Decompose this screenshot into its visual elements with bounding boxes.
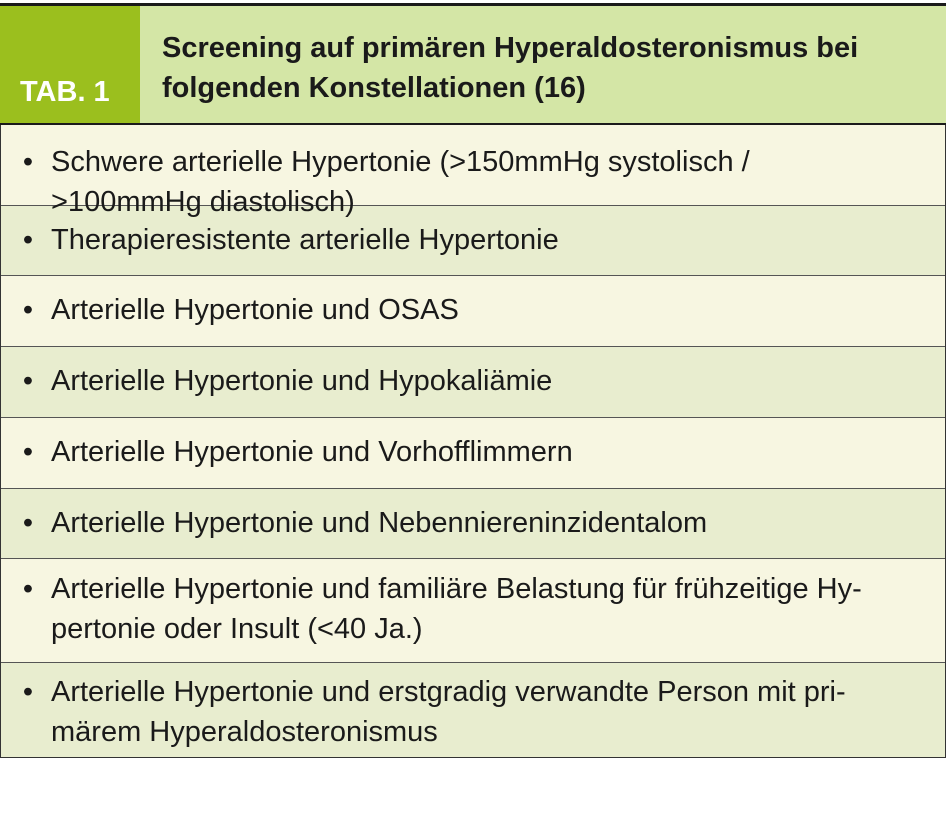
table-row (1, 125, 945, 218)
table-row (1, 275, 945, 346)
bullet-icon: • (22, 294, 34, 326)
table-row (1, 346, 945, 417)
row-text: Arterielle Hypertonie und OSAS (51, 294, 459, 326)
table-row (1, 662, 945, 757)
table-row (1, 417, 945, 488)
row-text: Schwere arterielle Hypertonie (>150mmHg systolisch / >100mmHg diastolisch) (51, 146, 750, 218)
table-body (0, 125, 946, 758)
row-text: Arterielle Hypertonie und Hypokaliämie (51, 365, 553, 397)
bullet-icon: • (22, 224, 34, 256)
bullet-icon: • (22, 365, 34, 397)
table-row (1, 558, 945, 662)
row-text: Arterielle Hypertonie und erstgradig verwandte Person mit pri- märem Hyperaldosteronismus (51, 676, 846, 748)
row-text: Arterielle Hypertonie und Nebenniereninzidentalom (51, 507, 708, 539)
row-text: Arterielle Hypertonie und Vorhofflimmern (51, 436, 573, 468)
table-container (0, 3, 946, 758)
bullet-icon: • (22, 436, 34, 468)
table-row (1, 488, 945, 558)
bullet-icon: • (22, 146, 34, 178)
table-number-label: TAB. 1 (0, 6, 140, 123)
bullet-icon: • (22, 573, 34, 605)
table-header (0, 6, 946, 125)
table-title: Screening auf primären Hyperaldosteronismus bei folgenden Konstellationen (16) (140, 6, 946, 123)
bullet-icon: • (22, 507, 34, 539)
row-text: Therapieresistente arterielle Hypertonie (51, 224, 559, 256)
row-text: Arterielle Hypertonie und familiäre Belastung für frühzeitige Hy- pertonie oder Insult (<40 Ja.) (51, 573, 862, 645)
bullet-icon: • (22, 676, 34, 708)
